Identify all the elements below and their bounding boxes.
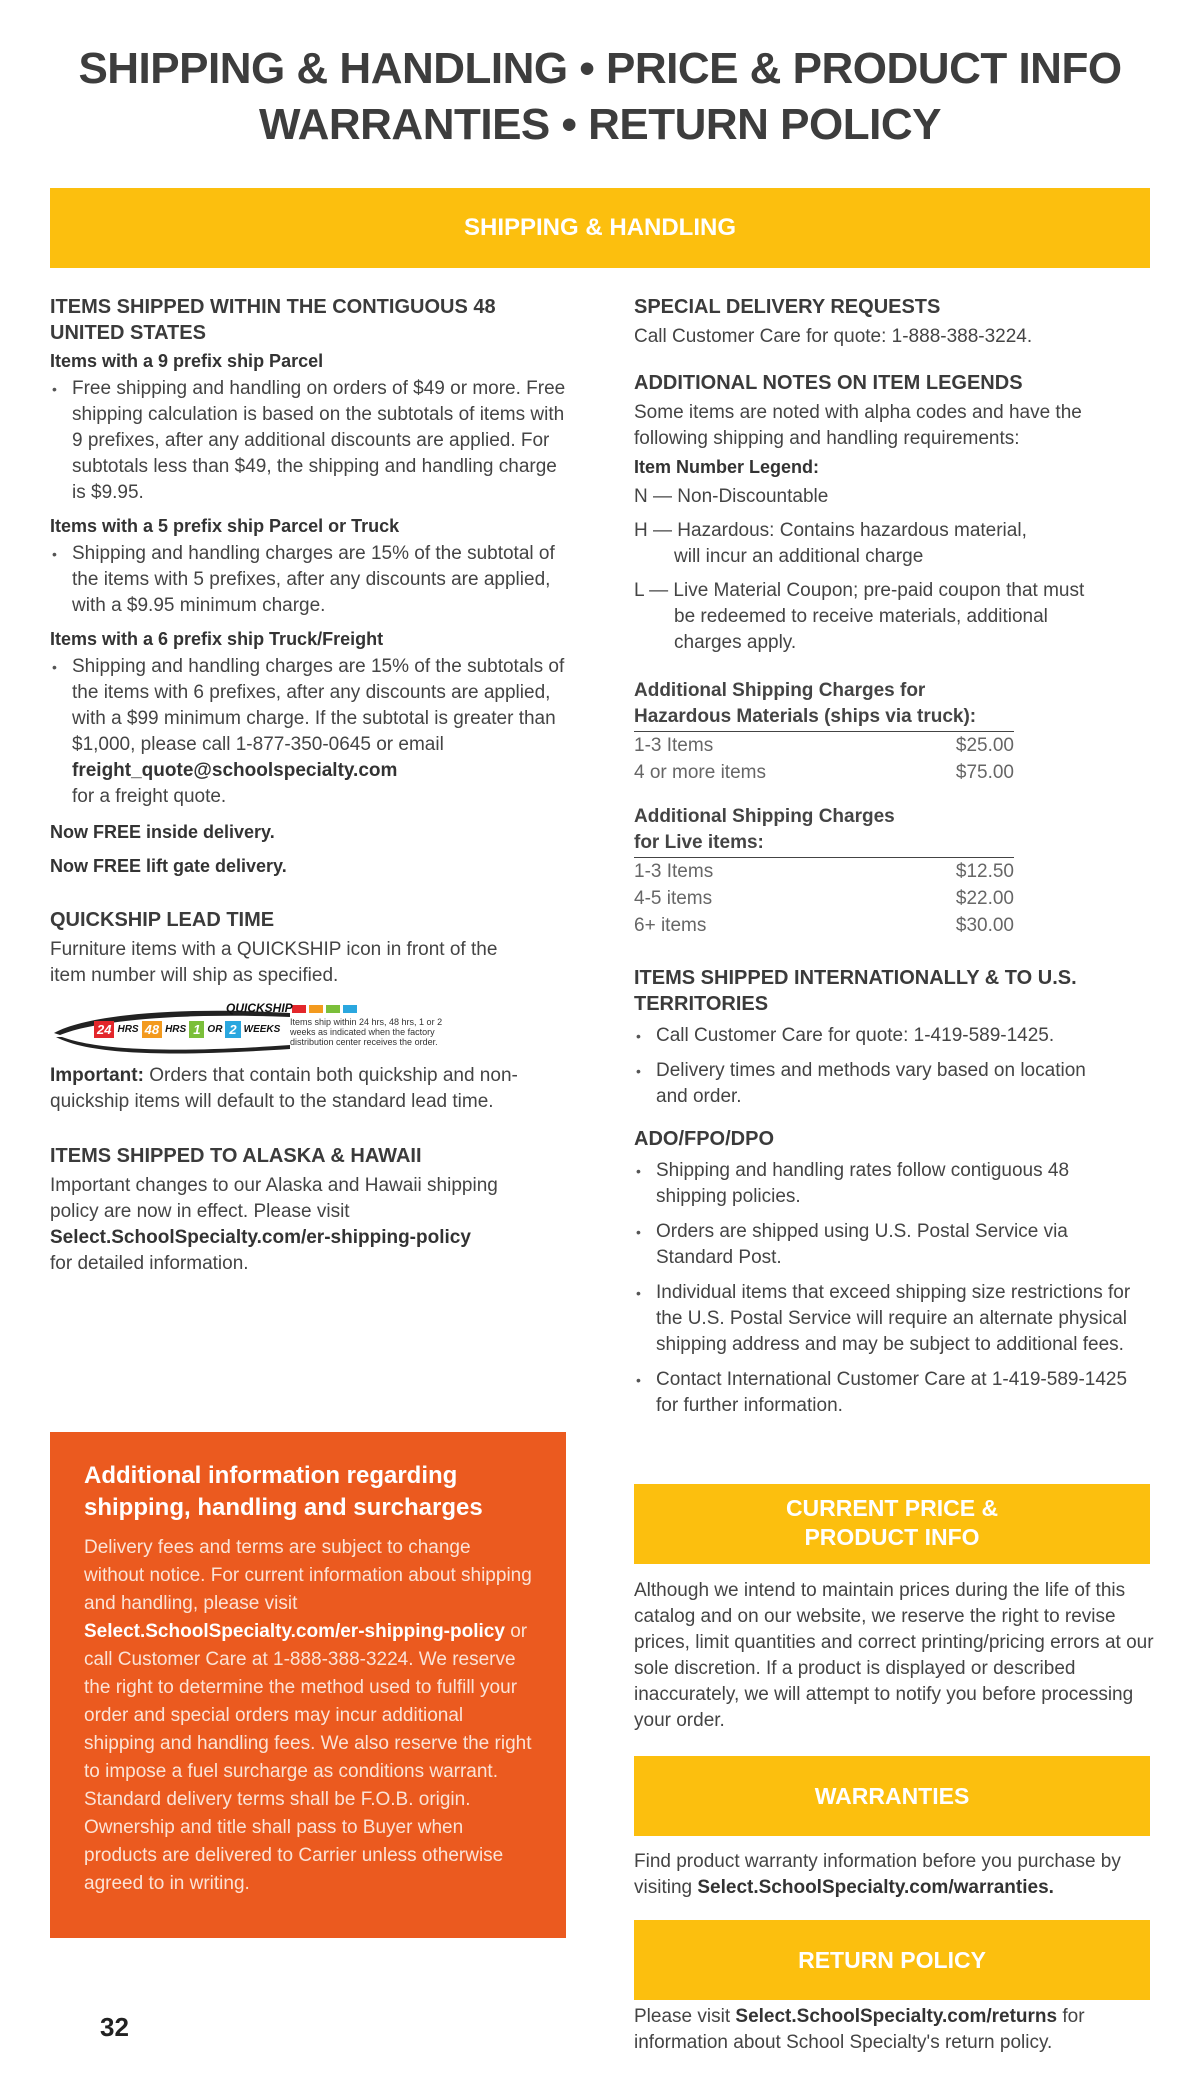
legend-n: N — Non-Discountable bbox=[634, 486, 829, 507]
special-delivery-text: Call Customer Care for quote: 1-888-388-3224. bbox=[634, 326, 1033, 347]
alaska-link[interactable]: Select.SchoolSpecialty.com/er-shipping-policy bbox=[50, 1227, 471, 1248]
quickship-hrs1: HRS bbox=[117, 1024, 139, 1035]
table-row bbox=[634, 858, 1014, 885]
apo-heading: ADO/FPO/DPO bbox=[634, 1128, 775, 1150]
international-heading: ITEMS SHIPPED INTERNATIONALLY & TO U.S. TERRITORIES bbox=[634, 967, 1077, 1015]
additional-info-text1: Delivery fees and terms are subject to change without notice. For current information about shipping and handling, please visit bbox=[84, 1537, 532, 1614]
price-info-banner: CURRENT PRICE & PRODUCT INFO bbox=[634, 1484, 1150, 1564]
legend-l3: charges apply. bbox=[674, 632, 797, 653]
quickship-important bbox=[50, 1063, 520, 1115]
quickship-times bbox=[94, 1021, 280, 1038]
hazardous-title2: Hazardous Materials (ships via truck): bbox=[634, 706, 977, 727]
return-policy-body bbox=[634, 2004, 1154, 2056]
apo-item: • Individual items that exceed shipping size restrictions for the U.S. Postal Service will require an alternate physical shipping address and may be subject to additional fees. bbox=[634, 1280, 1144, 1358]
return-text1: Please visit bbox=[634, 2006, 731, 2027]
charge-label: 1-3 Items bbox=[634, 735, 714, 756]
additional-info-body bbox=[84, 1534, 534, 1898]
legends-heading: ADDITIONAL NOTES ON ITEM LEGENDS bbox=[634, 372, 1023, 394]
additional-info-box bbox=[50, 1432, 566, 1938]
freight-email-link[interactable]: freight_quote@schoolspecialty.com bbox=[72, 760, 398, 781]
prefix6-item bbox=[50, 654, 570, 810]
table-row bbox=[634, 912, 1014, 939]
return-text2: for information about School Specialty's return policy. bbox=[634, 2006, 1085, 2053]
quickship-bar-blue bbox=[343, 1005, 357, 1013]
quickship-note: Items ship within 24 hrs, 48 hrs, 1 or 2 weeks as indicated when the factory distribution center receives the order. bbox=[290, 1017, 443, 1047]
page-title-line1: SHIPPING & HANDLING • PRICE & PRODUCT INFO bbox=[78, 44, 1122, 93]
live-title bbox=[634, 804, 1014, 858]
contiguous-heading: ITEMS SHIPPED WITHIN THE CONTIGUOUS 48 UNITED STATES bbox=[50, 296, 496, 344]
charge-price: $22.00 bbox=[955, 888, 1014, 909]
apo-item: • Contact International Customer Care at 1-419-589-1425 for further information. bbox=[634, 1367, 1144, 1419]
legend-l bbox=[634, 578, 1154, 656]
warranties-banner: WARRANTIES bbox=[634, 1756, 1150, 1836]
apo-item: • Shipping and handling rates follow contiguous 48 shipping policies. bbox=[634, 1158, 1144, 1210]
warranties-link[interactable]: Select.SchoolSpecialty.com/warranties. bbox=[697, 1877, 1054, 1898]
live-table bbox=[634, 858, 1014, 939]
quickship-2: 2 bbox=[225, 1021, 240, 1038]
quickship-word: QUICKSHIP bbox=[226, 1001, 293, 1015]
live-charges bbox=[634, 804, 1154, 939]
free-liftgate-delivery: Now FREE lift gate delivery. bbox=[50, 856, 287, 876]
right-column bbox=[634, 294, 1154, 1428]
page-number: 32 bbox=[100, 2012, 129, 2042]
international-item: • Call Customer Care for quote: 1-419-589-1425. bbox=[634, 1023, 1104, 1049]
international-item: • Delivery times and methods vary based on location and order. bbox=[634, 1058, 1104, 1110]
charge-label: 4 or more items bbox=[634, 762, 766, 783]
charge-price: $30.00 bbox=[955, 915, 1014, 936]
warranties-body bbox=[634, 1849, 1174, 1901]
quickship-text: Furniture items with a QUICKSHIP icon in front of the item number will ship as specified. bbox=[50, 939, 498, 986]
prefix6-text: Shipping and handling charges are 15% of the subtotals of the items with 6 prefixes, after any discounts are applied, with a $99 minimum charge. If the subtotal is greater than $1,000, please call 1-877-350-0645 or email bbox=[72, 656, 565, 755]
left-column bbox=[50, 294, 570, 1277]
return-link[interactable]: Select.SchoolSpecialty.com/returns bbox=[735, 2006, 1058, 2027]
legend-h2: will incur an additional charge bbox=[674, 546, 924, 567]
prefix6-heading: Items with a 6 prefix ship Truck/Freight bbox=[50, 629, 384, 649]
live-title1: Additional Shipping Charges bbox=[634, 806, 895, 827]
charge-label: 4-5 items bbox=[634, 888, 713, 909]
quickship-48: 48 bbox=[142, 1021, 162, 1038]
charge-label: 6+ items bbox=[634, 915, 707, 936]
alaska-text: Important changes to our Alaska and Hawaii shipping policy are now in effect. Please visit bbox=[50, 1175, 498, 1222]
table-row bbox=[634, 759, 1014, 786]
prefix5-text: • Shipping and handling charges are 15% of the subtotal of the items with 5 prefixes, after any discounts are applied, with a $9.95 minimum charge. bbox=[50, 541, 570, 619]
charge-label: 1-3 Items bbox=[634, 861, 714, 882]
legends-text: Some items are noted with alpha codes and have the following shipping and handling requirements: bbox=[634, 402, 1082, 449]
table-row bbox=[634, 732, 1014, 759]
return-policy-banner: RETURN POLICY bbox=[634, 1920, 1150, 2000]
prefix9-heading: Items with a 9 prefix ship Parcel bbox=[50, 351, 324, 371]
legend-l2: be redeemed to receive materials, additional bbox=[674, 606, 1048, 627]
free-inside-delivery: Now FREE inside delivery. bbox=[50, 822, 275, 842]
hazardous-table bbox=[634, 732, 1014, 786]
hazardous-title1: Additional Shipping Charges for bbox=[634, 680, 926, 701]
legend-title: Item Number Legend: bbox=[634, 457, 820, 477]
page-title-line2: WARRANTIES • RETURN POLICY bbox=[259, 100, 941, 149]
price-info-text: Although we intend to maintain prices during the life of this catalog and on our website, we reserve the right to revise prices, limit quantities and correct printing/pricing errors at our sole discretion. If a product is displayed or described inaccurately, we will attempt to notify you before processing your order. bbox=[634, 1580, 1154, 1731]
important-text: Orders that contain both quickship and non-quickship items will default to the standard lead time. bbox=[50, 1065, 518, 1112]
additional-info-text2: or call Customer Care at 1-888-388-3224. We reserve the right to determine the method used to fulfill your order and special orders may incur additional shipping and handling fees. We also reserve the right to impose a fuel surcharge as conditions warrant. Standard delivery terms shall be F.O.B. origin. Ownership and title shall pass to Buyer when products are delivered to Carrier unless otherwise agreed to in writing. bbox=[84, 1621, 532, 1894]
quickship-24: 24 bbox=[94, 1021, 114, 1038]
additional-info-link[interactable]: Select.SchoolSpecialty.com/er-shipping-policy bbox=[84, 1621, 505, 1642]
hazardous-title bbox=[634, 678, 1014, 732]
important-label: Important: bbox=[50, 1065, 144, 1086]
live-title2: for Live items: bbox=[634, 832, 764, 853]
legend-l1: L — Live Material Coupon; pre-paid coupon that must bbox=[634, 580, 1085, 601]
quickship-weeks: WEEKS bbox=[243, 1024, 281, 1035]
charge-price: $12.50 bbox=[955, 861, 1014, 882]
additional-info-heading: Additional information regarding shipping, handling and surcharges bbox=[84, 1462, 483, 1521]
apo-item: • Orders are shipped using U.S. Postal Service via Standard Post. bbox=[634, 1219, 1144, 1271]
hazardous-charges bbox=[634, 678, 1154, 786]
table-row bbox=[634, 885, 1014, 912]
shipping-handling-banner: SHIPPING & HANDLING bbox=[50, 188, 1150, 268]
quickship-bar-red bbox=[292, 1005, 306, 1013]
quickship-heading: QUICKSHIP LEAD TIME bbox=[50, 909, 275, 931]
quickship-logo bbox=[50, 999, 490, 1059]
prefix9-text: • Free shipping and handling on orders of $49 or more. Free shipping calculation is based on the subtotals of items with 9 prefixes, after any additional discounts are applied. For subtotals less than $49, the shipping and handling charge is $9.95. bbox=[50, 376, 570, 506]
prefix6-tail: for a freight quote. bbox=[72, 786, 227, 807]
warranties-text: Find product warranty information before you purchase by visiting bbox=[634, 1851, 1121, 1898]
prefix5-heading: Items with a 5 prefix ship Parcel or Truck bbox=[50, 516, 400, 536]
quickship-bar-orange bbox=[309, 1005, 323, 1013]
charge-price: $75.00 bbox=[955, 762, 1014, 783]
quickship-hrs2: HRS bbox=[165, 1024, 187, 1035]
alaska-heading: ITEMS SHIPPED TO ALASKA & HAWAII bbox=[50, 1145, 422, 1167]
charge-price: $25.00 bbox=[955, 735, 1014, 756]
quickship-1: 1 bbox=[189, 1021, 204, 1038]
quickship-bar-green bbox=[326, 1005, 340, 1013]
legend-h1: H — Hazardous: Contains hazardous material, bbox=[634, 520, 1027, 541]
alaska-tail: for detailed information. bbox=[50, 1253, 249, 1274]
special-delivery-heading: SPECIAL DELIVERY REQUESTS bbox=[634, 296, 941, 318]
quickship-or: OR bbox=[207, 1024, 223, 1035]
legend-h bbox=[634, 518, 1154, 570]
